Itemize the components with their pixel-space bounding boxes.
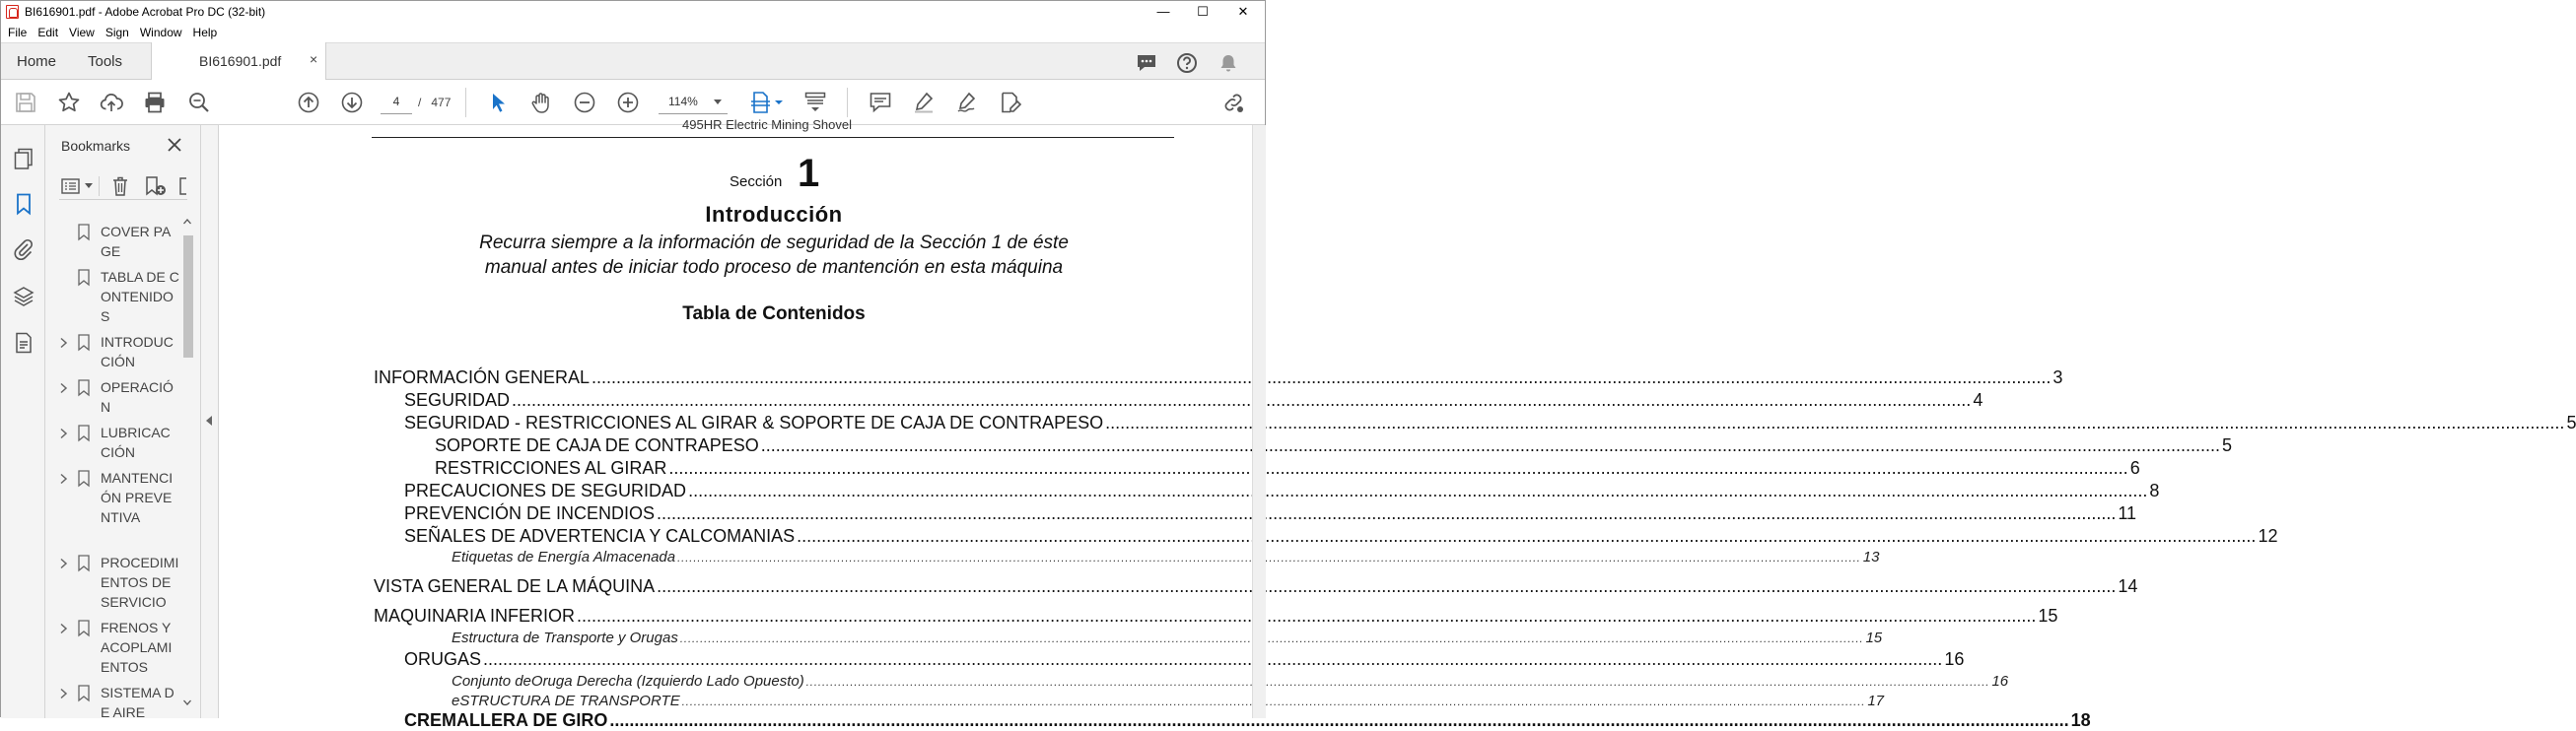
- toc-entry-page: 13: [1862, 549, 1880, 565]
- chevron-down-icon[interactable]: [85, 183, 93, 189]
- layers-icon[interactable]: [12, 285, 35, 308]
- bookmark-item[interactable]: [45, 267, 181, 326]
- page-number-input[interactable]: 4: [381, 90, 412, 114]
- menu-help[interactable]: Help: [192, 26, 218, 39]
- previous-page-icon[interactable]: [297, 91, 320, 114]
- bookmark-item[interactable]: [45, 468, 181, 547]
- menu-edit[interactable]: Edit: [37, 26, 59, 39]
- zoom-level-value: 114%: [668, 95, 698, 108]
- header-rule: [372, 137, 1174, 138]
- bookmarks-list: [45, 214, 181, 718]
- toc-entry-page: 15: [2038, 606, 2058, 626]
- bookmark-item[interactable]: [45, 222, 181, 261]
- toc-entry-title: PRECAUCIONES DE SEGURIDAD: [404, 481, 687, 500]
- chevron-right-icon[interactable]: [57, 623, 69, 634]
- scroll-mode-icon[interactable]: [803, 91, 827, 114]
- bookmarks-panel: [45, 125, 201, 718]
- bookmark-icon: [78, 555, 90, 571]
- toolbar-separator: [465, 88, 466, 117]
- chevron-right-icon[interactable]: [57, 473, 69, 485]
- bookmark-options-icon[interactable]: [61, 176, 83, 196]
- toc-entry-title: INFORMACIÓN GENERAL: [374, 367, 591, 387]
- tab-bar: [1, 42, 1265, 80]
- toc-entry[interactable]: [404, 390, 1984, 411]
- find-zoom-icon[interactable]: [187, 91, 211, 114]
- window-title: BI616901.pdf - Adobe Acrobat Pro DC (32-bit): [25, 5, 266, 19]
- toc-entry-title: SEGURIDAD: [404, 390, 511, 410]
- toc-entry-page: 14: [2118, 576, 2138, 596]
- bookmark-star-icon[interactable]: [57, 91, 81, 114]
- tab-tools[interactable]: Tools: [88, 53, 123, 70]
- chapter-heading: Introducción: [705, 202, 843, 227]
- draw-freeform-icon[interactable]: [955, 91, 979, 114]
- attachments-paperclip-icon[interactable]: [12, 237, 35, 261]
- select-cursor-icon[interactable]: [487, 91, 511, 114]
- menu-sign[interactable]: Sign: [104, 26, 129, 39]
- toc-entry-page: 12: [2258, 526, 2278, 546]
- toc-entry[interactable]: [404, 503, 2137, 524]
- collapse-panel-arrow-icon[interactable]: [206, 416, 212, 426]
- document-scrollbar[interactable]: [1252, 125, 1266, 718]
- chevron-right-icon[interactable]: [57, 382, 69, 394]
- toolbar-separator: [99, 176, 100, 196]
- toc-entry-title: Conjunto deOruga Derecha (Izquierdo Lado Opuesto): [452, 673, 804, 690]
- bookmarks-panel-title: Bookmarks: [61, 138, 131, 154]
- navigation-rail: [1, 125, 45, 718]
- maximize-button[interactable]: ☐: [1197, 4, 1209, 19]
- bookmark-label: SISTEMA DE AIRE: [101, 685, 174, 720]
- tab-document[interactable]: [151, 42, 326, 81]
- toc-entry-page: 5: [2566, 413, 2576, 432]
- toc-entry[interactable]: [404, 413, 2576, 433]
- toc-entry-title: eSTRUCTURA DE TRANSPORTE: [452, 693, 680, 709]
- toc-entry[interactable]: [404, 526, 2278, 547]
- toc-entry-title: PREVENCIÓN DE INCENDIOS: [404, 503, 656, 523]
- total-pages: 477: [431, 96, 452, 109]
- bookmark-icon: [78, 224, 90, 240]
- bookmark-icon: [78, 620, 90, 636]
- toc-entry-title: SEGURIDAD - RESTRICCIONES AL GIRAR & SOPORTE DE CAJA DE CONTRAPESO: [404, 413, 1104, 432]
- toc-entry[interactable]: [452, 693, 1885, 709]
- bookmark-item[interactable]: [45, 423, 181, 462]
- toolbar-separator: [847, 88, 848, 117]
- delete-bookmark-icon[interactable]: [110, 175, 130, 197]
- menu-file[interactable]: File: [8, 26, 28, 39]
- toc-entry-page: 18: [2070, 710, 2091, 730]
- bookmark-item[interactable]: [45, 377, 181, 417]
- bookmarks-scrollbar-thumb[interactable]: [183, 235, 193, 358]
- bookmark-icon: [78, 425, 90, 441]
- bookmark-label: LUBRICACCIÓN: [101, 425, 171, 460]
- toc-entry[interactable]: [374, 367, 2063, 388]
- pdf-page: [219, 117, 2576, 730]
- fit-page-icon[interactable]: [750, 91, 784, 114]
- share-link-icon[interactable]: [1221, 91, 1245, 114]
- notification-bell-icon[interactable]: [1218, 52, 1239, 74]
- comment-icon[interactable]: [1136, 52, 1157, 74]
- toc-entry[interactable]: [404, 710, 2091, 731]
- menu-bar: [1, 23, 1265, 42]
- toc-entry[interactable]: [374, 606, 2058, 627]
- chevron-right-icon[interactable]: [57, 688, 69, 699]
- highlight-pen-icon[interactable]: [912, 91, 936, 114]
- minimize-button[interactable]: —: [1156, 4, 1170, 19]
- toc-entry[interactable]: [452, 549, 1880, 565]
- toc-entry-title: Etiquetas de Energía Almacenada: [452, 549, 676, 565]
- bookmark-label: COVER PAGE: [101, 224, 172, 259]
- save-icon[interactable]: [14, 91, 37, 114]
- toc-entry-page: 4: [1973, 390, 1984, 410]
- section-label: Sección: [730, 173, 783, 190]
- toc-entry[interactable]: [452, 673, 2009, 690]
- acrobat-app-icon: [6, 5, 19, 19]
- toc-entry[interactable]: [404, 481, 2160, 501]
- toc-entry[interactable]: [404, 649, 1965, 670]
- toolbar: [1, 80, 1265, 125]
- section-number: 1: [798, 152, 820, 195]
- toc-entry-title: Estructura de Transporte y Orugas: [452, 630, 678, 646]
- toc-entry[interactable]: [452, 630, 1883, 646]
- toc-entry-title: SOPORTE DE CAJA DE CONTRAPESO: [435, 435, 759, 455]
- new-bookmark-icon[interactable]: [144, 175, 168, 197]
- toc-entry[interactable]: [435, 435, 2233, 456]
- bookmark-icon: [78, 334, 90, 351]
- zoom-out-icon[interactable]: [573, 91, 596, 114]
- toc-entry-page: 11: [2118, 503, 2137, 523]
- toc-entry[interactable]: [374, 576, 2138, 597]
- bookmark-label: MANTENCIÓN PREVENTIVA: [101, 470, 174, 525]
- toc-entry[interactable]: [435, 458, 2140, 479]
- toc-entry-title: MAQUINARIA INFERIOR: [374, 606, 576, 626]
- chevron-right-icon[interactable]: [57, 337, 69, 349]
- bookmark-icon: [78, 685, 90, 701]
- bookmark-label: FRENOS Y ACOPLAMIENTOS: [101, 620, 173, 675]
- toc-entry-page: 15: [1865, 630, 1883, 646]
- close-panel-icon[interactable]: [165, 135, 184, 155]
- panel-splitter[interactable]: [201, 125, 219, 718]
- bookmark-icon: [78, 379, 90, 396]
- toc-entry-title: VISTA GENERAL DE LA MÁQUINA: [374, 576, 656, 596]
- toc-entry-title: SEÑALES DE ADVERTENCIA Y CALCOMANIAS: [404, 526, 796, 546]
- document-viewport[interactable]: [219, 117, 2576, 730]
- running-header: 495HR Electric Mining Shovel: [682, 117, 852, 132]
- toc-entry-page: 16: [1991, 673, 2009, 690]
- bookmark-item[interactable]: [45, 332, 181, 371]
- toc-entry-title: ORUGAS: [404, 649, 482, 669]
- bookmark-item[interactable]: [45, 553, 181, 612]
- help-icon[interactable]: [1176, 52, 1198, 74]
- toc-entry-page: 6: [2129, 458, 2140, 478]
- toc-entry-page: 17: [1867, 693, 1885, 709]
- close-tab-button[interactable]: ×: [310, 51, 318, 67]
- bookmark-icon: [78, 269, 90, 286]
- add-comment-icon[interactable]: [869, 91, 892, 114]
- tab-home[interactable]: Home: [17, 53, 57, 70]
- next-page-icon[interactable]: [340, 91, 364, 114]
- toc-entry-page: 5: [2222, 435, 2233, 455]
- bookmark-item[interactable]: [45, 618, 181, 677]
- document-tab-label: BI616901.pdf: [199, 53, 282, 69]
- upload-cloud-icon[interactable]: [100, 91, 123, 114]
- fill-sign-icon[interactable]: [999, 91, 1022, 114]
- page-separator: /: [418, 96, 422, 109]
- bookmark-label: TABLA DE CONTENIDOS: [101, 269, 179, 324]
- toc-entry-page: 8: [2149, 481, 2160, 500]
- chevron-right-icon[interactable]: [57, 558, 69, 569]
- document-properties-icon[interactable]: [12, 331, 35, 355]
- safety-notice-line: Recurra siempre a la información de seguridad de la Sección 1 de éste: [479, 233, 1069, 253]
- toc-entry-page: 16: [1944, 649, 1965, 669]
- safety-notice: [219, 231, 1329, 280]
- chevron-right-icon[interactable]: [57, 428, 69, 439]
- page-thumbnails-icon[interactable]: [12, 147, 35, 170]
- close-window-button[interactable]: ✕: [1237, 4, 1249, 19]
- toc-entry-page: 3: [2053, 367, 2063, 387]
- expand-bookmark-icon[interactable]: [177, 175, 187, 197]
- bookmarks-toolbar: [59, 174, 187, 200]
- zoom-in-icon[interactable]: [616, 91, 640, 114]
- toc-entry-title: CREMALLERA DE GIRO: [404, 710, 608, 730]
- title-bar: [1, 1, 1265, 23]
- bookmark-label: INTRODUCCIÓN: [101, 334, 174, 369]
- chevron-down-icon: [714, 100, 722, 104]
- bookmark-label: OPERACIÓN: [101, 379, 174, 415]
- page-count: [418, 96, 451, 109]
- zoom-level-dropdown[interactable]: [659, 90, 728, 114]
- toc-heading: Tabla de Contenidos: [682, 303, 866, 324]
- bookmark-icon: [78, 470, 90, 487]
- print-icon[interactable]: [143, 91, 167, 114]
- safety-notice-line: manual antes de iniciar todo proceso de mantención en esta máquina: [484, 257, 1064, 278]
- hand-tool-icon[interactable]: [529, 91, 553, 114]
- bookmarks-panel-icon[interactable]: [12, 192, 35, 216]
- bookmark-label: PROCEDIMIENTOS DE SERVICIO: [101, 555, 179, 610]
- bookmark-item[interactable]: [45, 683, 181, 722]
- menu-window[interactable]: Window: [139, 26, 182, 39]
- toc-entry-title: RESTRICCIONES AL GIRAR: [435, 458, 667, 478]
- menu-view[interactable]: View: [69, 26, 95, 39]
